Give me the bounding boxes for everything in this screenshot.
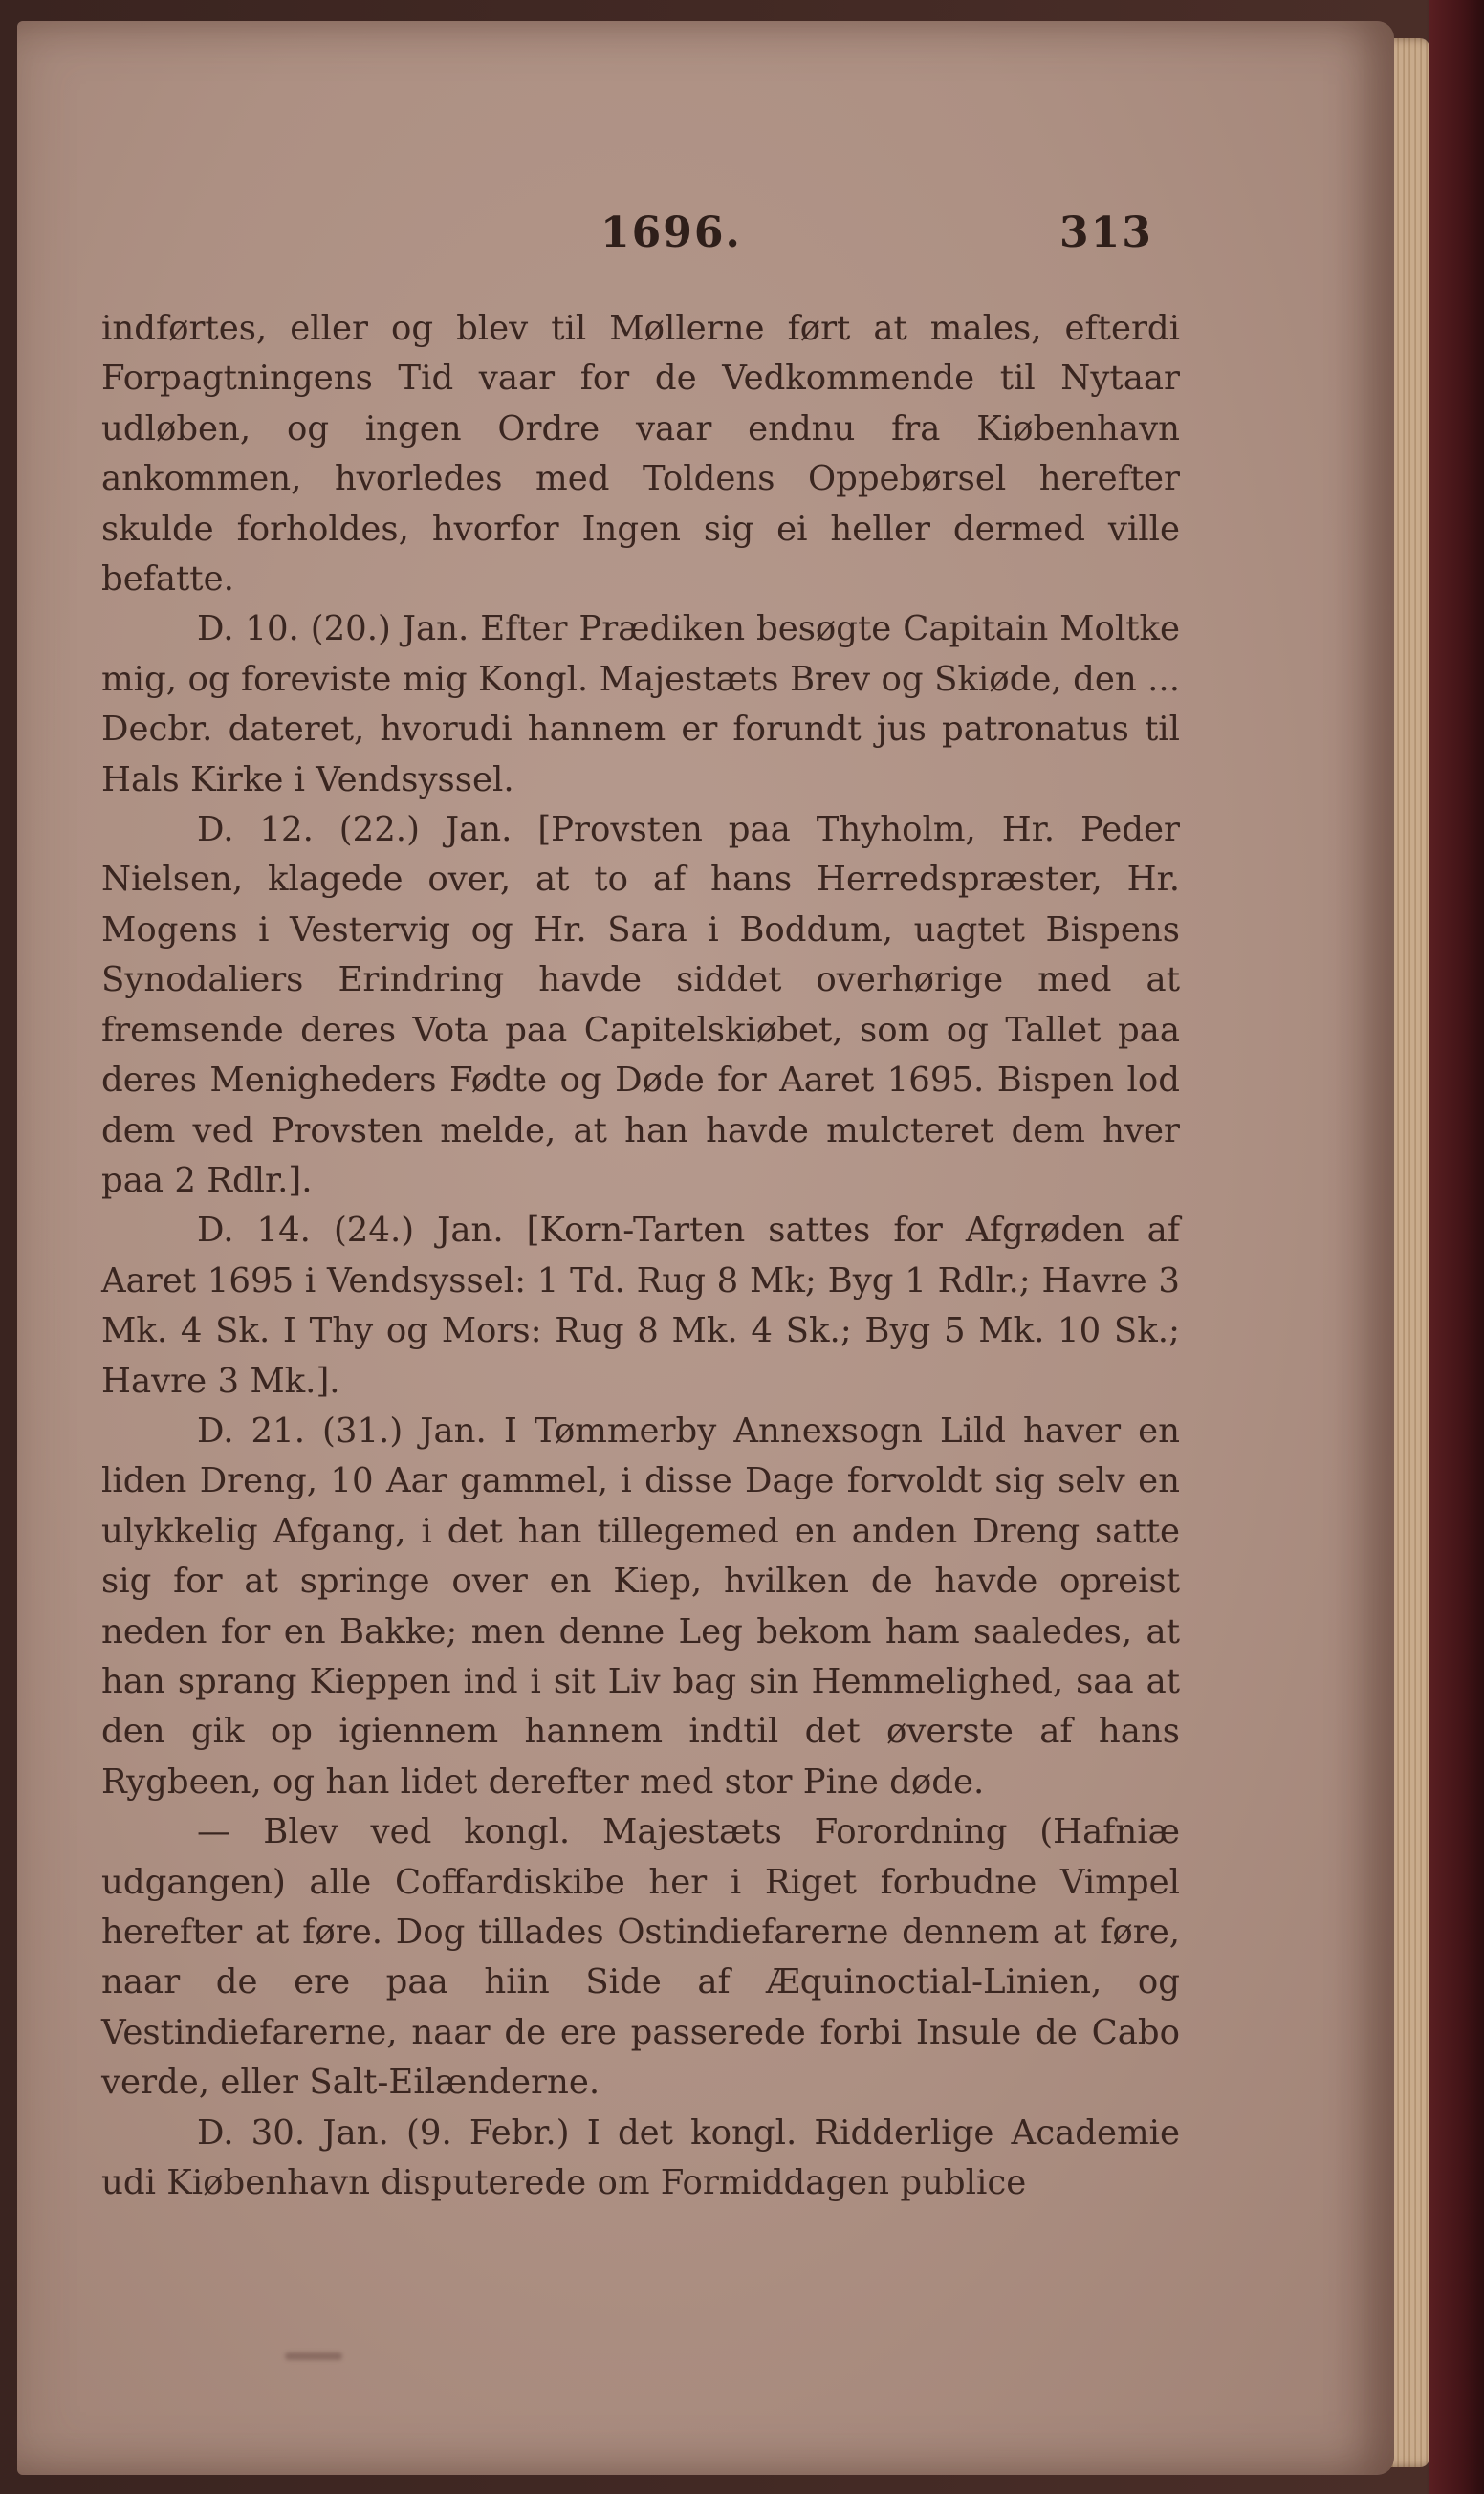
book-cover-edge [1429,0,1484,2494]
book-page [17,21,1394,2475]
page-number: 313 [1059,208,1153,257]
paragraph-entry-jan-30: D. 30. Jan. (9. Febr.) I det kongl. Ridderlige Academie udi Kiøbenhavn disputerede om Formiddagen publice [101,2112,1180,2203]
ink-smudge [285,2352,342,2360]
body-text [101,304,1180,2208]
page-header [103,208,1155,266]
paragraph-ordinance-pennant: — Blev ved kongl. Majestæts Forordning (Hafniæ udgangen) alle Coffardiskibe her i Riget forbudne Vimpel herefter at føre. Dog tillades Ostindiefarerne dennem at føre, naar de ere paa hiin Side af Æquinoctial-Linien, og Vestindiefarerne, naar de ere passerede forbi Insule de Cabo verde, eller Salt-Eilænderne. [101,1812,1180,2103]
paragraph-entry-jan-12: D. 12. (22.) Jan. [Provsten paa Thyholm, Hr. Peder Nielsen, klagede over, at to af hans Herredspræster, Hr. Mogens i Vestervig og Hr. Sara i Boddum, uagtet Bispens Synodaliers Erindring havde siddet overhørige med at fremsende deres Vota paa Capitelskiøbet, som og Tallet paa deres Menigheders Fødte og Døde for Aaret 1695. Bispen lod dem ved Provsten melde, at han havde mulcteret dem hver paa 2 Rdlr.]. [101,810,1180,1200]
paragraph-continuation: indførtes, eller og blev til Møllerne ført at males, efterdi Forpagtningens Tid vaar for de Vedkommende til Nytaar udløben, og ingen Ordre vaar endnu fra Kiøbenhavn ankommen, hvorledes med Toldens Oppebørsel herefter skulde forholdes, hvorfor Ingen sig ei heller dermed ville befatte. [101,309,1180,600]
paragraph-entry-jan-21: D. 21. (31.) Jan. I Tømmerby Annexsogn Lild haver en liden Dreng, 10 Aar gammel, i disse Dage forvoldt sig selv en ulykkelig Afgang, i det han tillegemed en anden Dreng satte sig for at springe over en Kiep, hvilken de havde opreist neden for en Bakke; men denne Leg bekom ham saaledes, at han sprang Kieppen ind i sit Liv bag sin Hemmelighed, saa at den gik op igiennem hannem indtil det øverste af hans Rygbeen, og han lidet derefter med stor Pine døde. [101,1411,1180,1802]
paragraph-entry-jan-14: D. 14. (24.) Jan. [Korn-Tarten sattes for Afgrøden af Aaret 1695 i Vendsyssel: 1 Td. Rug 8 Mk; Byg 1 Rdlr.; Havre 3 Mk. 4 Sk. I Thy og Mors: Rug 8 Mk. 4 Sk.; Byg 5 Mk. 10 Sk.; Havre 3 Mk.]. [101,1211,1180,1401]
running-head-year: 1696. [600,208,742,257]
paragraph-entry-jan-10: D. 10. (20.) Jan. Efter Prædiken besøgte Capitain Moltke mig, og foreviste mig Kongl. Majestæts Brev og Skiøde, den ... Decbr. dateret, hvorudi hannem er forundt jus patronatus til Hals Kirke i Vendsyssel. [101,609,1180,799]
